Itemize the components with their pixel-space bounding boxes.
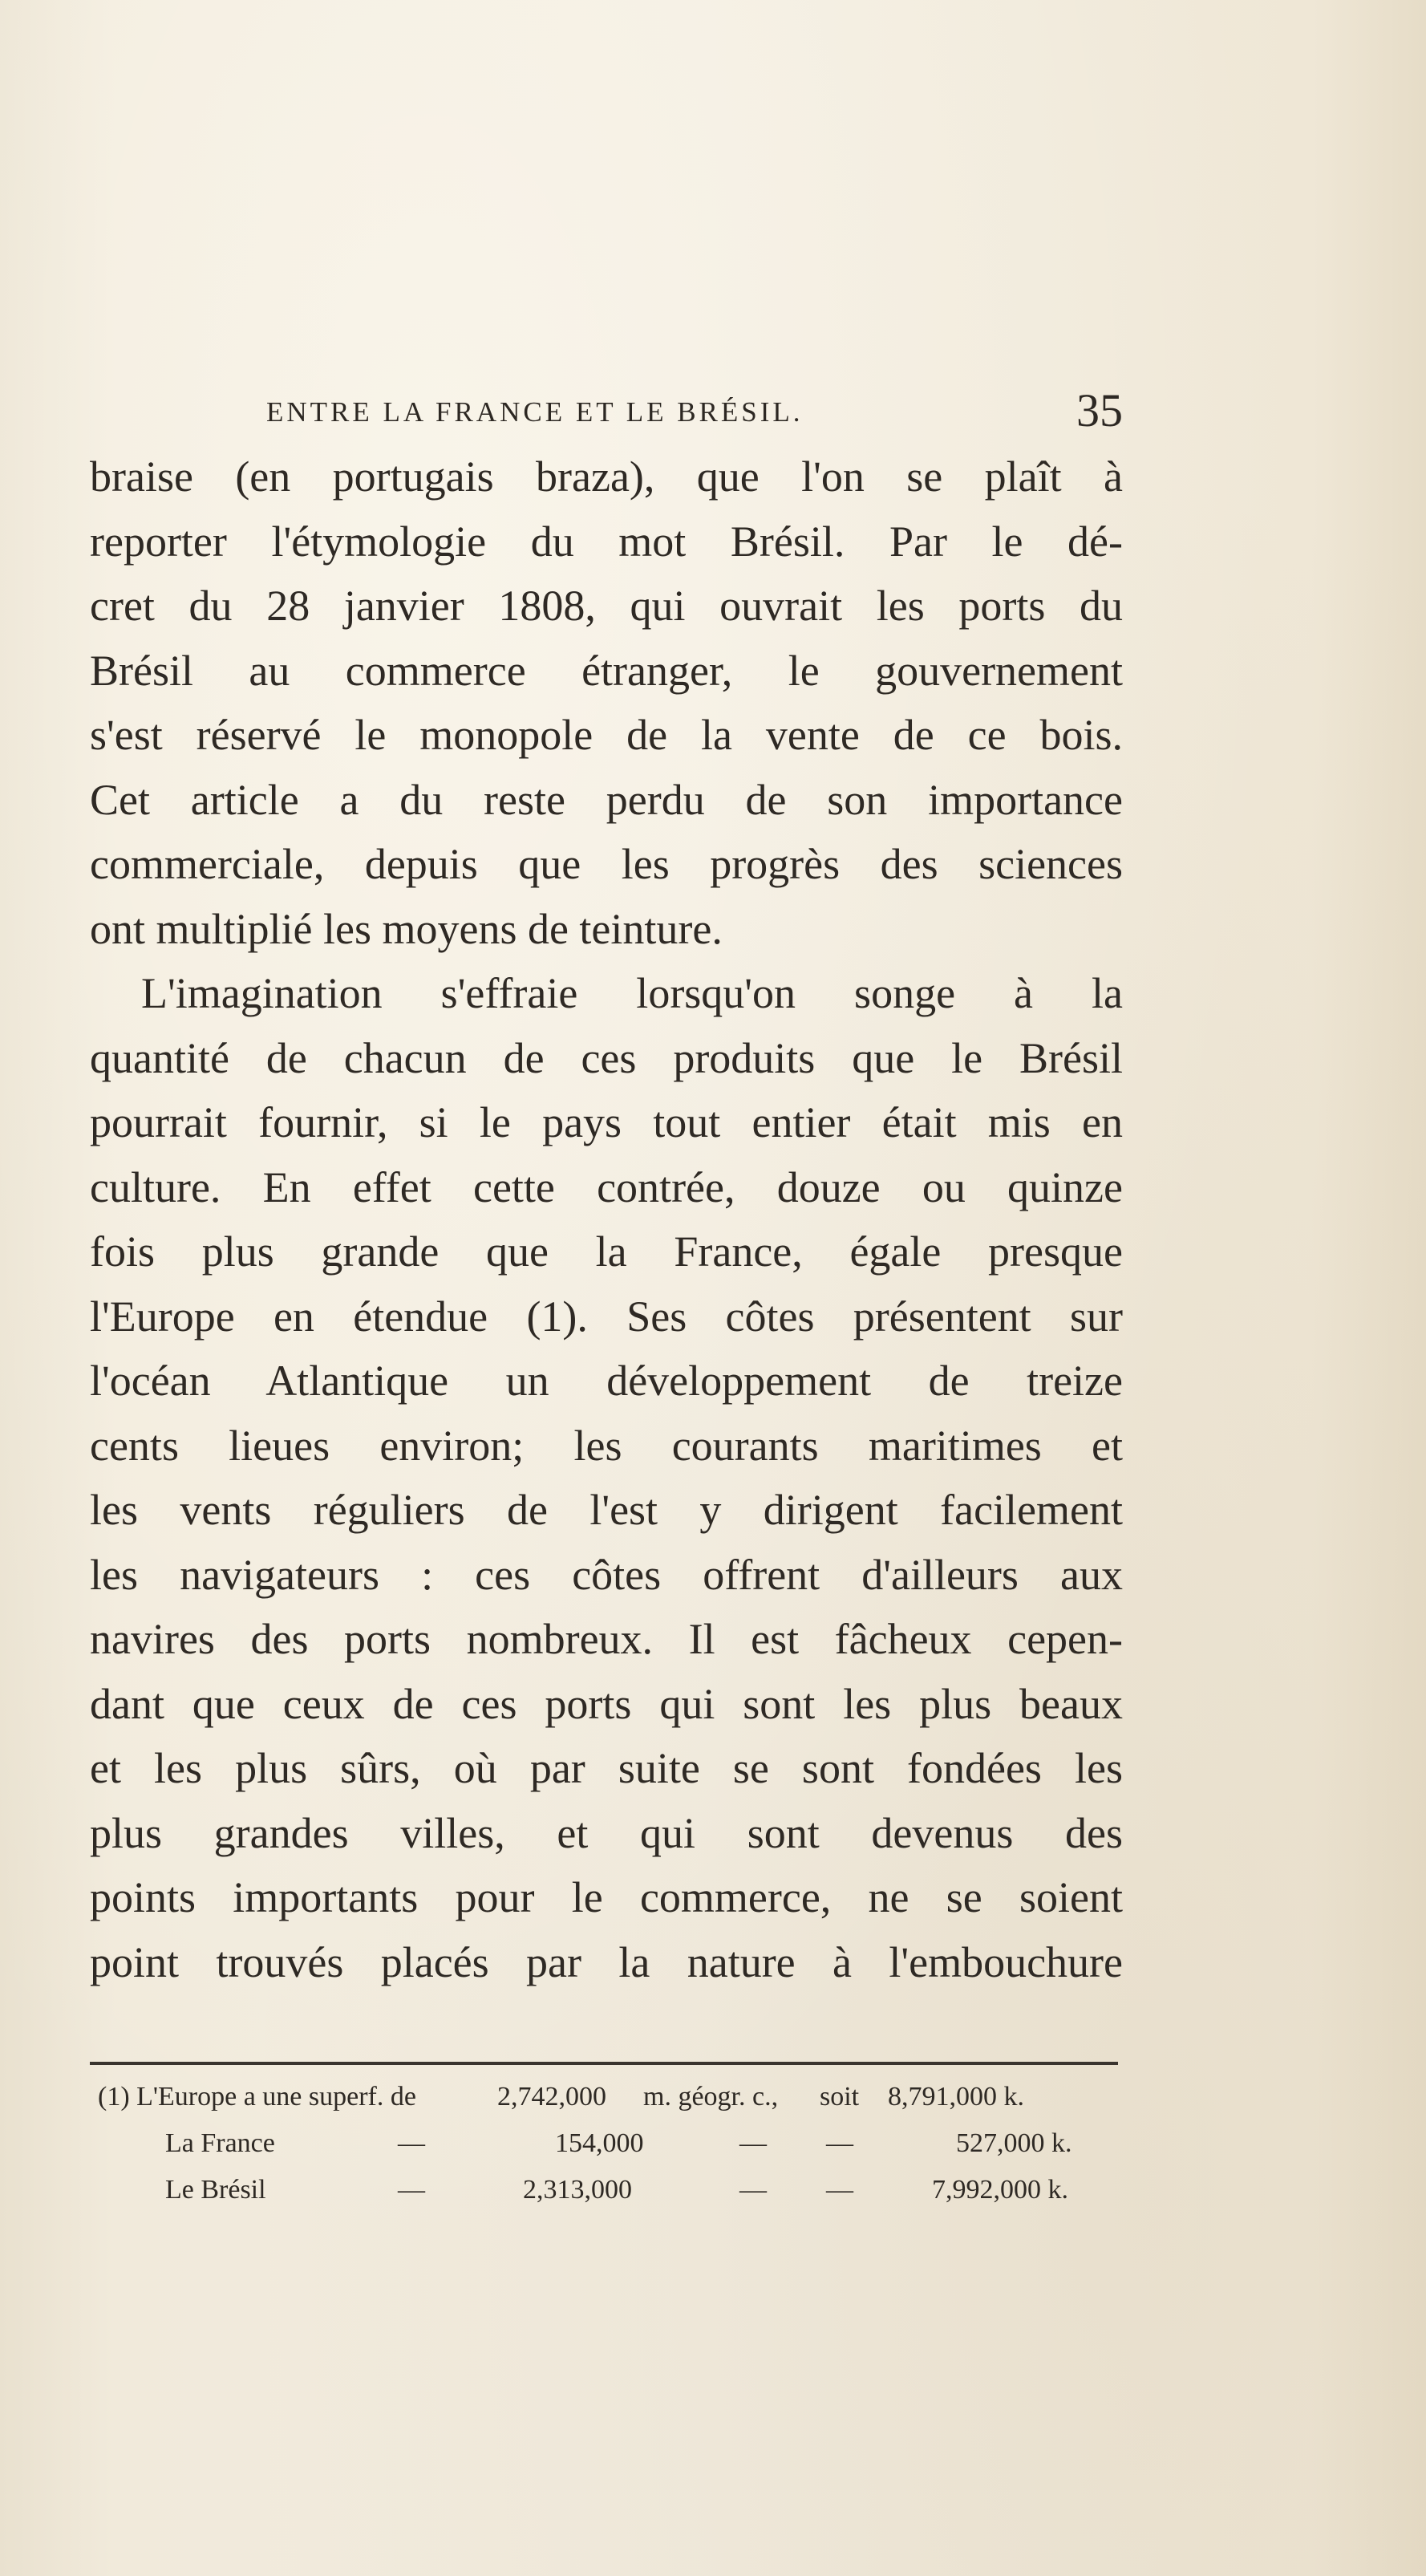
text-line: braise (en portugais braza), que l'on se plaît à [90, 452, 1123, 501]
text-line: et les plus sûrs, où par suite se sont fondées les [90, 1744, 1123, 1792]
footnote-row-france [98, 2120, 1126, 2167]
text-line: fois plus grande que la France, égale presque [90, 1227, 1123, 1276]
text-line: plus grandes villes, et qui sont devenus des [90, 1808, 1123, 1857]
text-line: Brésil au commerce étranger, le gouvernement [90, 646, 1123, 695]
text-line: les navigateurs : ces côtes offrent d'ailleurs aux [90, 1550, 1123, 1599]
text-line: quantité de chacun de ces produits que le Brésil [90, 1033, 1123, 1082]
text-line: L'imagination s'effraie lorsqu'on songe à la [141, 969, 1123, 1017]
text-line: cret du 28 janvier 1808, qui ouvrait les ports du [90, 582, 1123, 630]
footnote-label: Le Brésil [165, 2175, 266, 2205]
footnote-unit: m. géogr. c., [643, 2082, 779, 2112]
footnote-label: (1) L'Europe a une superf. de [98, 2082, 416, 2112]
text-line: navires des ports nombreux. Il est fâcheux cepen- [90, 1615, 1123, 1663]
footnote-row-bresil [98, 2167, 1126, 2213]
page-header [266, 379, 1123, 443]
text-line: points importants pour le commerce, ne se soient [90, 1873, 1123, 1921]
footnote-soit: soit [820, 2082, 860, 2112]
footnote-value: 8,791,000 k. [888, 2082, 1024, 2112]
body-text [90, 444, 1123, 1994]
footnote-value: 527,000 k. [956, 2128, 1072, 2158]
text-line: les vents réguliers de l'est y dirigent facilement [90, 1486, 1123, 1534]
footnote-label: La France [165, 2128, 275, 2158]
footnote-dash: — [826, 2128, 853, 2158]
footnote-dash: — [398, 2128, 425, 2158]
page-number: 35 [1076, 384, 1123, 436]
text-line: ont multiplié les moyens de teinture. [90, 904, 723, 953]
footnote-dash: — [826, 2175, 853, 2205]
text-line: cents lieues environ; les courants maritimes et [90, 1421, 1123, 1470]
footnote-value: 7,992,000 k. [932, 2175, 1068, 2205]
footnote [98, 2074, 1126, 2213]
text-line: l'Europe en étendue (1). Ses côtes présentent sur [90, 1292, 1123, 1341]
text-line: Cet article a du reste perdu de son importance [90, 775, 1123, 824]
text-line: s'est réservé le monopole de la vente de ce bois. [90, 711, 1123, 759]
text-line: culture. En effet cette contrée, douze ou quinze [90, 1162, 1123, 1211]
text-line: commerciale, depuis que les progrès des sciences [90, 840, 1123, 888]
footnote-dash: — [739, 2175, 767, 2205]
text-line: l'océan Atlantique un développement de treize [90, 1357, 1123, 1405]
footnote-row-europe [98, 2074, 1126, 2120]
running-title: ENTRE LA FRANCE ET LE BRÉSIL. [266, 396, 804, 428]
text-line: point trouvés placés par la nature à l'embouchure [90, 1937, 1123, 1986]
text-line: pourrait fournir, si le pays tout entier était mis en [90, 1098, 1123, 1146]
text-line: reporter l'étymologie du mot Brésil. Par le dé- [90, 517, 1123, 566]
footnote-value: 154,000 [555, 2128, 644, 2158]
footnote-divider [90, 2062, 1118, 2065]
footnote-dash: — [739, 2128, 767, 2158]
footnote-value: 2,742,000 [497, 2082, 606, 2112]
footnote-value: 2,313,000 [523, 2175, 632, 2205]
footnote-dash: — [398, 2175, 425, 2205]
text-line: dant que ceux de ces ports qui sont les plus beaux [90, 1679, 1123, 1728]
